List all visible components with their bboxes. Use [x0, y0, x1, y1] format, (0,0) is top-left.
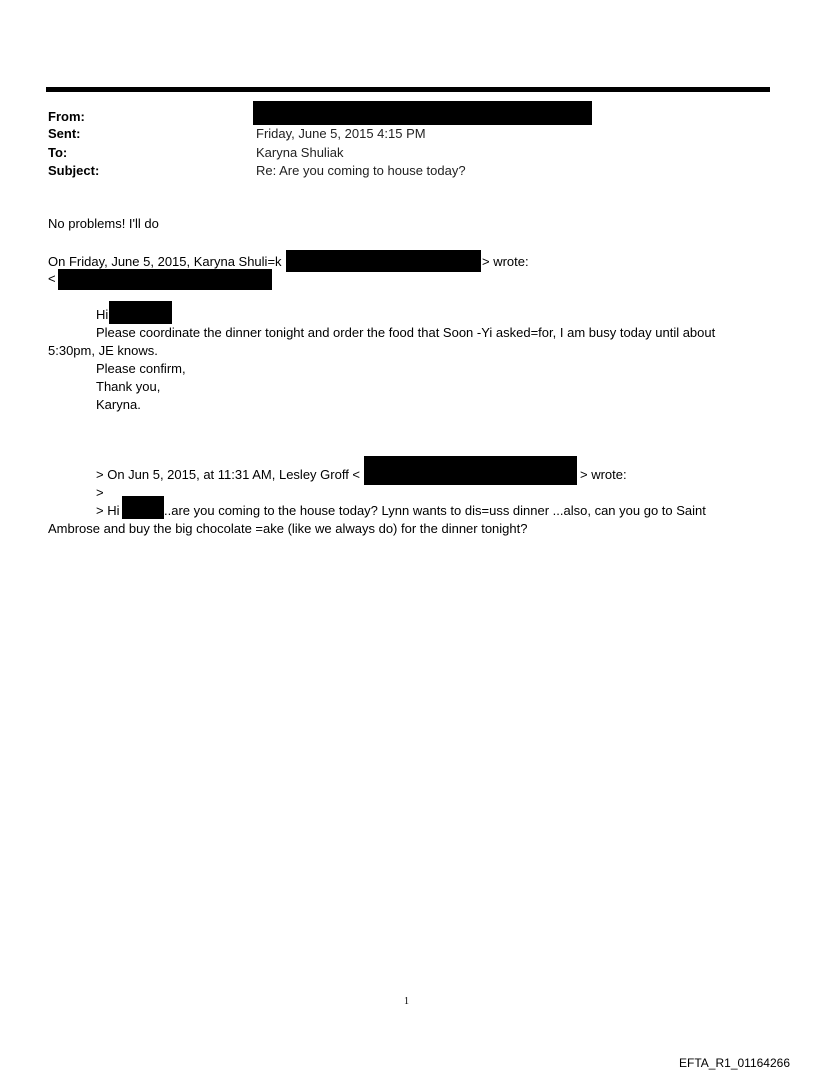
quote1-confirm: Please confirm,	[96, 361, 186, 376]
quote1-name-redaction	[109, 301, 172, 324]
quote1-email-redaction	[286, 250, 481, 272]
to-value: Karyna Shuliak	[256, 145, 344, 160]
sent-value: Friday, June 5, 2015 4:15 PM	[256, 126, 426, 141]
quote1-intro: On Friday, June 5, 2015, Karyna Shuli=k	[48, 254, 282, 269]
quote1-signature: Karyna.	[96, 397, 141, 412]
quote1-email2-redaction	[58, 269, 272, 290]
quote1-intro-wrote: > wrote:	[482, 254, 529, 269]
subject-label: Subject:	[48, 163, 100, 178]
quote2-line1-cont: Ambrose and buy the big chocolate =ake (like we always do) for the dinner tonight?	[48, 521, 528, 536]
quote1-line1: Please coordinate the dinner tonight and order the food that Soon -Yi asked=for, I am busy today until about	[96, 325, 716, 340]
quote2-hi: > Hi	[96, 503, 120, 518]
page-number: 1	[404, 996, 409, 1007]
quote2-line1: ..are you coming to the house today? Lynn wants to dis=uss dinner ...also, can you go to Saint	[164, 503, 706, 518]
from-label: From:	[48, 109, 85, 124]
subject-value: Re: Are you coming to house today?	[256, 163, 466, 178]
quote2-intro-wrote: > wrote:	[580, 467, 627, 482]
quote2-blank-line: >	[96, 485, 104, 500]
quote2-intro: > On Jun 5, 2015, at 11:31 AM, Lesley Groff <	[96, 467, 361, 482]
quote1-hi: Hi	[96, 307, 109, 322]
to-label: To:	[48, 145, 68, 160]
quote2-name-redaction	[122, 496, 164, 519]
quote1-thanks: Thank you,	[96, 379, 161, 394]
quote2-email-redaction	[364, 456, 577, 485]
reply-text: No problems! I'll do	[48, 216, 159, 231]
quote1-intro-bracket: <	[48, 271, 56, 286]
header-rule	[46, 87, 770, 92]
quote1-line1-cont: 5:30pm, JE knows.	[48, 343, 158, 358]
document-id: EFTA_R1_01164266	[679, 1056, 790, 1070]
sent-label: Sent:	[48, 126, 81, 141]
from-redaction	[253, 101, 592, 125]
